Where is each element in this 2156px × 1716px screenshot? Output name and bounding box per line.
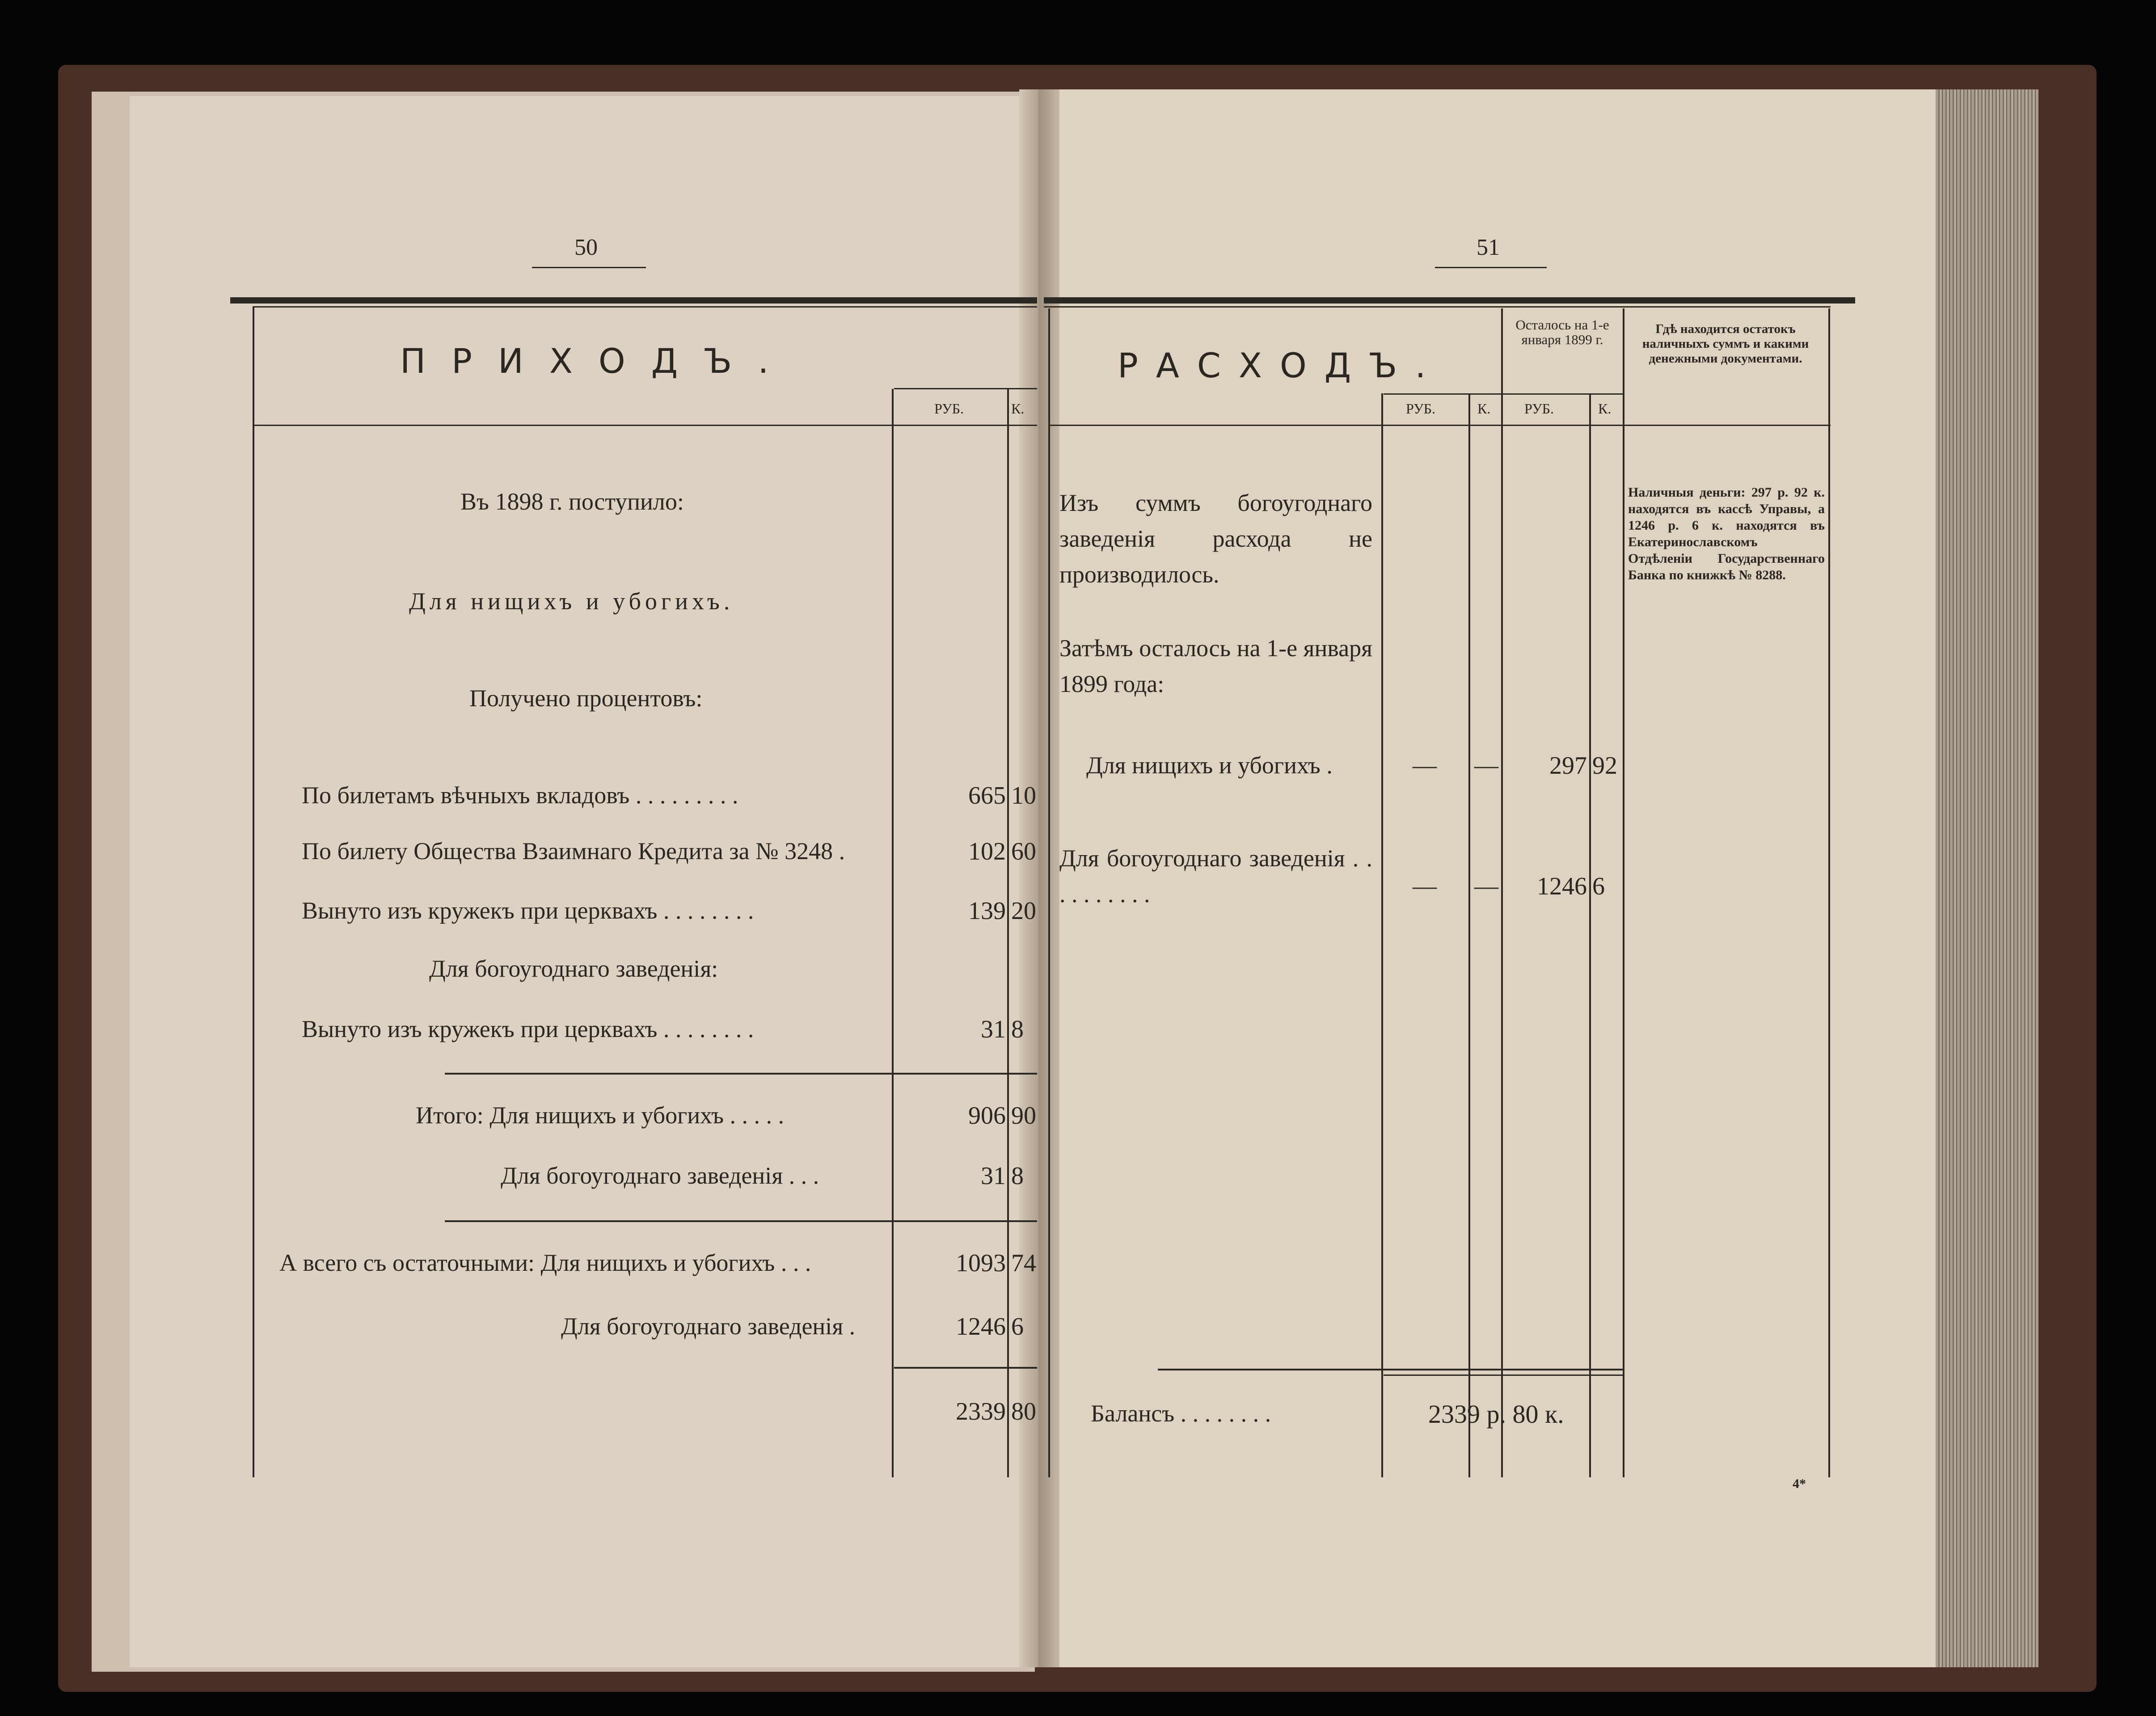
- right-col-divider-remaining: [1501, 308, 1503, 1477]
- received-title: Въ 1898 г. поступило:: [460, 488, 684, 515]
- row-rub: 102: [968, 838, 1006, 865]
- row-rub: 139: [968, 897, 1006, 925]
- col-where-header: Гдѣ находится остатокъ наличныхъ суммъ и какими денежными документами.: [1642, 322, 1809, 366]
- remaining-rub: 1246: [1537, 873, 1587, 900]
- col-remaining-header: Осталось на 1-е января 1899 г.: [1515, 317, 1609, 347]
- col-rub-label: РУБ.: [934, 401, 964, 417]
- right-col-header-top: [1384, 393, 1623, 395]
- row-kop: 60: [1011, 838, 1036, 865]
- left-col-header-top: [894, 388, 1037, 389]
- row-kop: 10: [1011, 782, 1036, 810]
- col-kop-label: К.: [1477, 401, 1491, 417]
- right-col-divider-kop2: [1589, 393, 1591, 1477]
- left-top-rule: [230, 297, 1037, 304]
- row-rub: 31: [981, 1016, 1006, 1043]
- balance-value: 2339 р. 80 к.: [1428, 1400, 1564, 1429]
- row-label: Вынуто изъ кружекъ при церквахъ . . . . . . . .: [302, 1016, 754, 1042]
- left-page: [130, 96, 1037, 1667]
- left-col-divider-kop: [1007, 389, 1009, 1477]
- subtotal-rule: [445, 1073, 1037, 1075]
- balance-label: Балансъ . . . . . . . .: [1091, 1400, 1271, 1427]
- grand2-rub: 1246: [956, 1313, 1006, 1341]
- remaining-kop: 6: [1592, 873, 1605, 900]
- page-number-underline-right: [1435, 267, 1547, 268]
- col-kop2-label: К.: [1598, 401, 1612, 417]
- row-kop: 8: [1011, 1016, 1024, 1043]
- right-page-edges: [1936, 89, 2038, 1667]
- left-top-rule-thin: [253, 306, 1037, 308]
- text-no-expense: Изъ суммъ богоугоднаго заведенія расхода не производилось.: [1059, 489, 1372, 588]
- sum-kop: 80: [1011, 1398, 1036, 1425]
- remaining-kop: 92: [1592, 752, 1617, 780]
- sum-rub: 2339: [956, 1398, 1006, 1425]
- left-col-divider-rub: [892, 389, 894, 1477]
- grand2-kop: 6: [1011, 1313, 1024, 1341]
- balance-rule-thin: [1384, 1374, 1623, 1376]
- section-charity: Для богоугоднаго заведенія:: [429, 955, 718, 982]
- row-label: По билету Общества Взаимнаго Кредита за № 3248 .: [302, 838, 845, 864]
- totals-kop: 90: [1011, 1102, 1036, 1130]
- totals-label: Итого: Для нищихъ и убогихъ . . . . .: [416, 1102, 785, 1129]
- page-number-underline: [532, 267, 646, 268]
- text-remaining: Затѣмъ осталось на 1-е января 1899 года:: [1059, 635, 1372, 697]
- totals2-rub: 31: [981, 1162, 1006, 1190]
- left-table-border: [253, 306, 254, 1477]
- grand-rub: 1093: [956, 1249, 1006, 1277]
- signature-mark: 4*: [1793, 1476, 1806, 1491]
- cash-location-note: Наличныя деньги: 297 р. 92 к. находятся въ кассѣ Управы, а 1246 р. 6 к. находятся въ Екатеринославскомъ Отдѣленіи Государственнаго Банка по книжкѣ № 8288.: [1628, 485, 1825, 582]
- expense-row-dash: —: [1474, 873, 1498, 899]
- col-rub-label: РУБ.: [1406, 401, 1436, 417]
- right-col-divider-where: [1623, 308, 1624, 1477]
- row-kop: 20: [1011, 897, 1036, 925]
- expense-row-dash: —: [1474, 752, 1498, 779]
- grand-label: А всего съ остаточными: Для нищихъ и убогихъ . . .: [279, 1249, 811, 1276]
- row-label: По билетамъ вѣчныхъ вкладовъ . . . . . . . . .: [302, 782, 738, 809]
- right-table-border-left: [1048, 308, 1050, 1477]
- balance-rule: [1158, 1369, 1623, 1370]
- expense-row-label: Для нищихъ и убогихъ .: [1086, 752, 1333, 779]
- totals2-kop: 8: [1011, 1162, 1024, 1190]
- col-rub2-label: РУБ.: [1524, 401, 1554, 417]
- interest-title: Получено процентовъ:: [469, 685, 703, 712]
- row-rub: 665: [968, 782, 1006, 810]
- sum-rule: [894, 1367, 1037, 1369]
- remaining-rub: 297: [1549, 752, 1587, 780]
- expense-row-dash: —: [1413, 752, 1437, 779]
- right-top-rule: [1044, 297, 1855, 304]
- right-col-divider-rub: [1381, 393, 1383, 1477]
- right-top-rule-thin: [1044, 306, 1831, 308]
- totals-rub: 906: [968, 1102, 1006, 1130]
- section-poor: Для нищихъ и убогихъ.: [409, 588, 734, 615]
- left-header-rule: [253, 425, 1037, 426]
- col-kop-label: К.: [1011, 401, 1025, 417]
- row-label: Вынуто изъ кружекъ при церквахъ . . . . . . . .: [302, 897, 754, 924]
- right-col-divider-kop: [1468, 393, 1470, 1477]
- subtotal-rule-2: [445, 1220, 1037, 1222]
- grand-kop: 74: [1011, 1249, 1036, 1277]
- totals2-label: Для богоугоднаго заведенія . . .: [501, 1162, 819, 1189]
- expense-row-dash: —: [1413, 873, 1437, 899]
- expense-heading: РАСХОДЪ.: [1118, 346, 1444, 385]
- page-number-right: 51: [1477, 235, 1500, 260]
- grand2-label: Для богоугоднаго заведенія .: [561, 1313, 856, 1340]
- expense-row-label: Для богоугоднаго заведенія . . . . . . . . . .: [1059, 845, 1372, 907]
- page-number-left: 50: [574, 235, 598, 260]
- income-heading: ПРИХОДЪ.: [400, 341, 795, 381]
- book-gutter: [1019, 89, 1059, 1667]
- right-table-border-right: [1828, 308, 1830, 1477]
- right-header-rule: [1048, 425, 1831, 426]
